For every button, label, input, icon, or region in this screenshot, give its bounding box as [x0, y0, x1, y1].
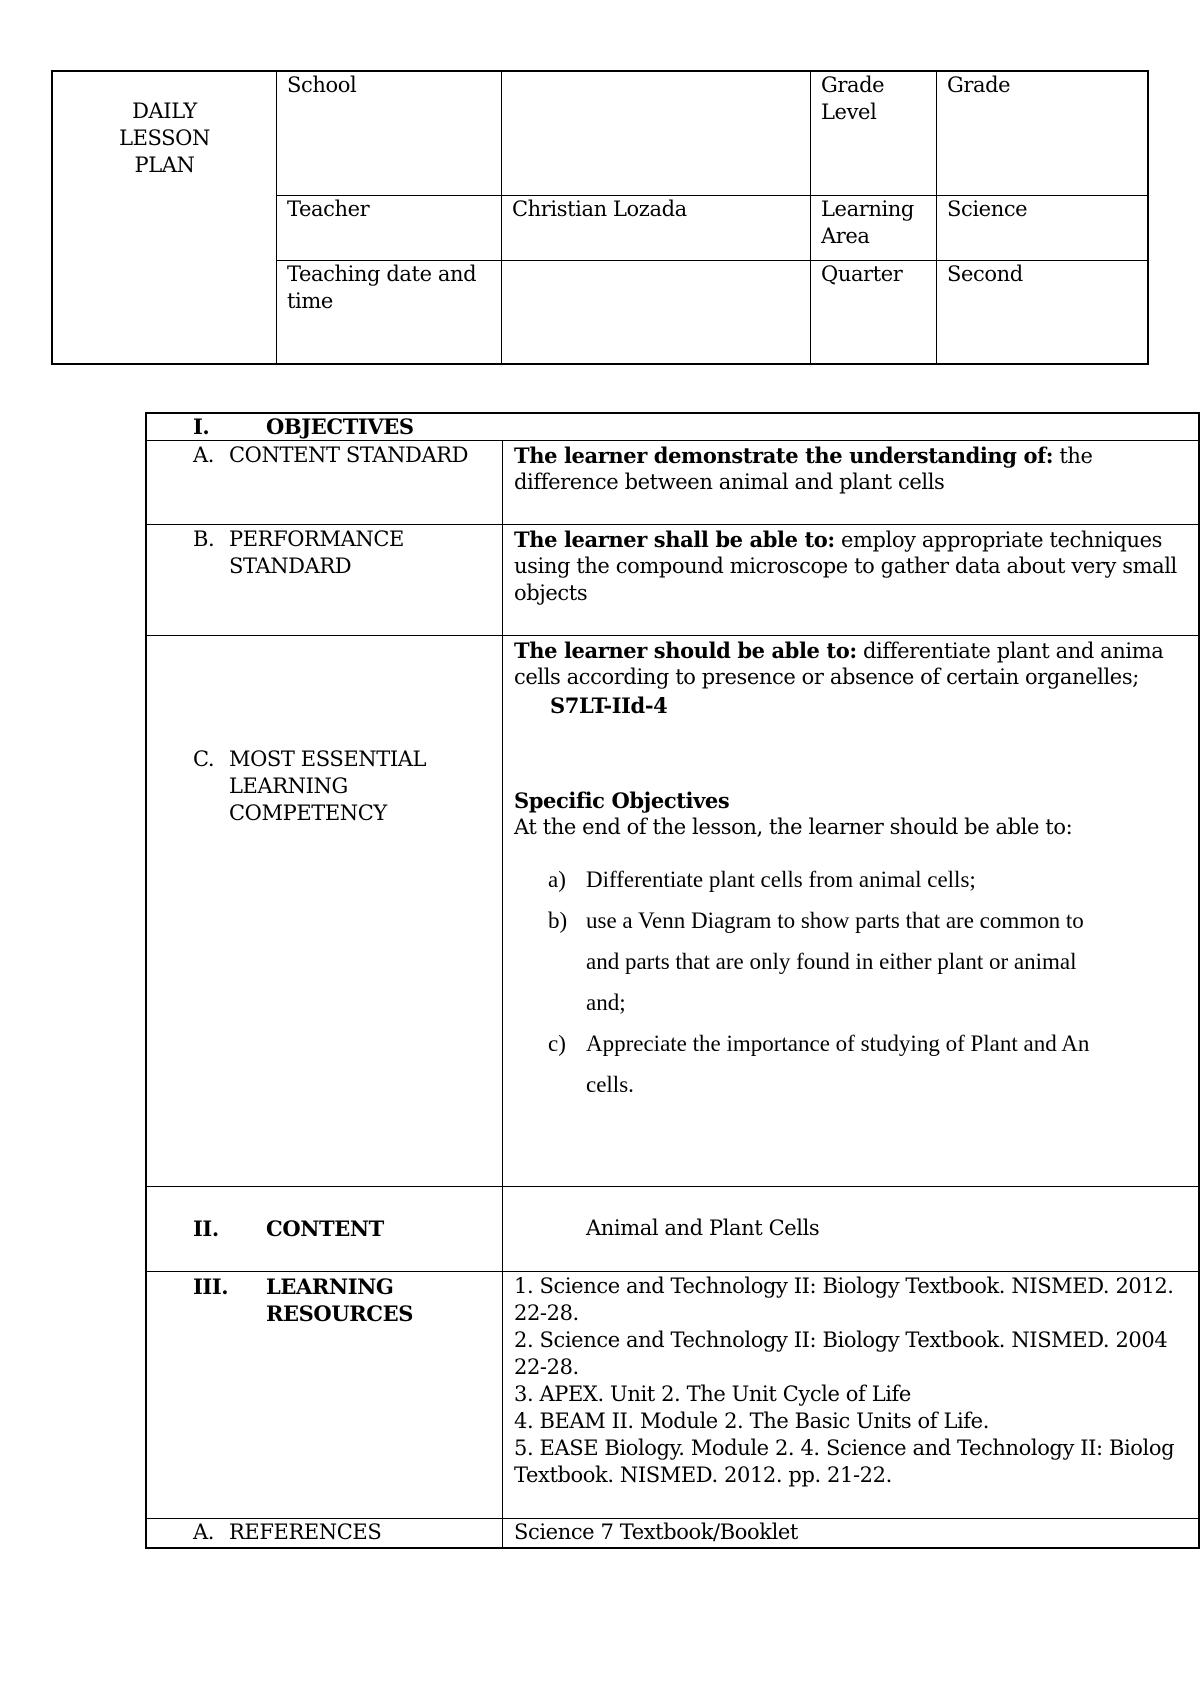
- content-standard-cell: [504, 441, 1198, 523]
- body-text: the: [1053, 444, 1093, 468]
- section-heading-content: CONTENT: [266, 1216, 384, 1241]
- references-label: REFERENCES: [229, 1520, 382, 1544]
- label-line: STANDARD: [229, 554, 352, 578]
- objective-item: use a Venn Diagram to show parts that are common to: [586, 908, 1084, 933]
- row-letter: C.: [193, 747, 215, 771]
- row-letter: A.: [193, 1520, 215, 1544]
- document-title: [53, 98, 276, 179]
- content-standard-line: difference between animal and plant cells: [514, 470, 945, 494]
- heading-line: RESOURCES: [266, 1301, 413, 1326]
- label-line: time: [287, 289, 333, 313]
- learning-area-label: [821, 196, 914, 250]
- objective-item: Differentiate plant cells from animal cells;: [586, 867, 976, 892]
- table-border-left: [145, 412, 147, 1549]
- objective-marker: b): [548, 908, 568, 933]
- label-line: LEARNING: [229, 774, 348, 798]
- header-border-bottom: [51, 363, 1149, 365]
- header-col-divider: [936, 70, 937, 365]
- learning-area-value: Science: [947, 197, 1028, 221]
- section-numeral: I.: [193, 414, 210, 439]
- table-border-bottom: [145, 1547, 1200, 1549]
- resource-line: 3. APEX. Unit 2. The Unit Cycle of Life: [514, 1382, 911, 1406]
- resource-line: 22-28.: [514, 1355, 579, 1379]
- label-line: Level: [821, 100, 877, 124]
- label-line: MOST ESSENTIAL: [229, 747, 427, 771]
- section-numeral: III.: [193, 1274, 229, 1299]
- lead-text: The learner should be able to:: [514, 638, 857, 663]
- label-line: Grade: [821, 73, 885, 97]
- resource-line: 4. BEAM II. Module 2. The Basic Units of Life.: [514, 1409, 989, 1433]
- lead-text: The learner demonstrate the understanding of:: [514, 443, 1054, 468]
- competency-cell: [504, 636, 1198, 1185]
- title-line: PLAN: [134, 153, 195, 177]
- header-col-divider: [501, 70, 502, 365]
- objective-item: and parts that are only found in either plant or animal: [586, 949, 1077, 974]
- table-row-divider: [145, 1186, 1200, 1187]
- grade-level-label: [821, 72, 884, 126]
- label-line: Teaching date and: [287, 262, 477, 286]
- header-border-right: [1147, 70, 1149, 365]
- header-col-divider: [276, 70, 277, 365]
- body-text: differentiate plant and anima: [856, 639, 1164, 663]
- lead-text: The learner shall be able to:: [514, 527, 835, 552]
- performance-standard-line: using the compound microscope to gather data about very small: [514, 554, 1177, 578]
- objective-item: Appreciate the importance of studying of Plant and An: [586, 1031, 1090, 1056]
- school-label: School: [287, 73, 357, 97]
- label-line: PERFORMANCE: [229, 527, 404, 551]
- section-heading-resources: [266, 1273, 413, 1327]
- specific-objectives-heading: Specific Objectives: [514, 788, 730, 813]
- teacher-label: Teacher: [287, 197, 370, 221]
- teaching-date-label: [287, 261, 476, 315]
- objective-item: cells.: [586, 1072, 634, 1097]
- resource-line: 1. Science and Technology II: Biology Textbook. NISMED. 2012.: [514, 1274, 1174, 1298]
- quarter-label: Quarter: [821, 262, 903, 286]
- teacher-value: Christian Lozada: [512, 197, 687, 221]
- header-col-divider: [810, 70, 811, 365]
- title-line: DAILY: [132, 99, 197, 123]
- performance-standard-line: objects: [514, 581, 588, 605]
- label-line: Area: [821, 224, 870, 248]
- title-line: LESSON: [119, 126, 210, 150]
- performance-standard-cell: [504, 525, 1198, 634]
- competency-line: [514, 637, 1163, 665]
- content-standard-line: [514, 442, 1093, 470]
- label-line: COMPETENCY: [229, 801, 387, 825]
- references-value: Science 7 Textbook/Booklet: [514, 1520, 798, 1544]
- row-letter: B.: [193, 527, 215, 551]
- competency-label: [229, 746, 426, 827]
- content-value: Animal and Plant Cells: [586, 1216, 820, 1240]
- performance-standard-label: [229, 526, 404, 580]
- label-line: Learning: [821, 197, 914, 221]
- resources-cell: [504, 1272, 1198, 1517]
- resource-line: 22-28.: [514, 1301, 579, 1325]
- table-col-divider: [502, 440, 503, 1549]
- section-numeral: II.: [193, 1216, 219, 1241]
- resource-line: 5. EASE Biology. Module 2. 4. Science and Technology II: Biolog: [514, 1436, 1175, 1460]
- resource-line: 2. Science and Technology II: Biology Textbook. NISMED. 2004: [514, 1328, 1168, 1352]
- section-heading-objectives: OBJECTIVES: [266, 414, 414, 439]
- body-text: employ appropriate techniques: [834, 528, 1162, 552]
- heading-line: LEARNING: [266, 1274, 394, 1299]
- row-letter: A.: [193, 443, 215, 467]
- objective-marker: c): [548, 1031, 566, 1056]
- content-standard-label: CONTENT STANDARD: [229, 443, 469, 467]
- quarter-value: Second: [947, 262, 1023, 286]
- competency-line: cells according to presence or absence of certain organelles;: [514, 665, 1139, 689]
- specific-objectives-intro: At the end of the lesson, the learner should be able to:: [514, 815, 1073, 839]
- grade-level-value: Grade: [947, 73, 1011, 97]
- objective-item: and;: [586, 990, 626, 1015]
- objective-marker: a): [548, 867, 566, 892]
- performance-standard-line: [514, 526, 1162, 554]
- competency-code: S7LT-IId-4: [550, 693, 668, 718]
- resource-line: Textbook. NISMED. 2012. pp. 21-22.: [514, 1463, 892, 1487]
